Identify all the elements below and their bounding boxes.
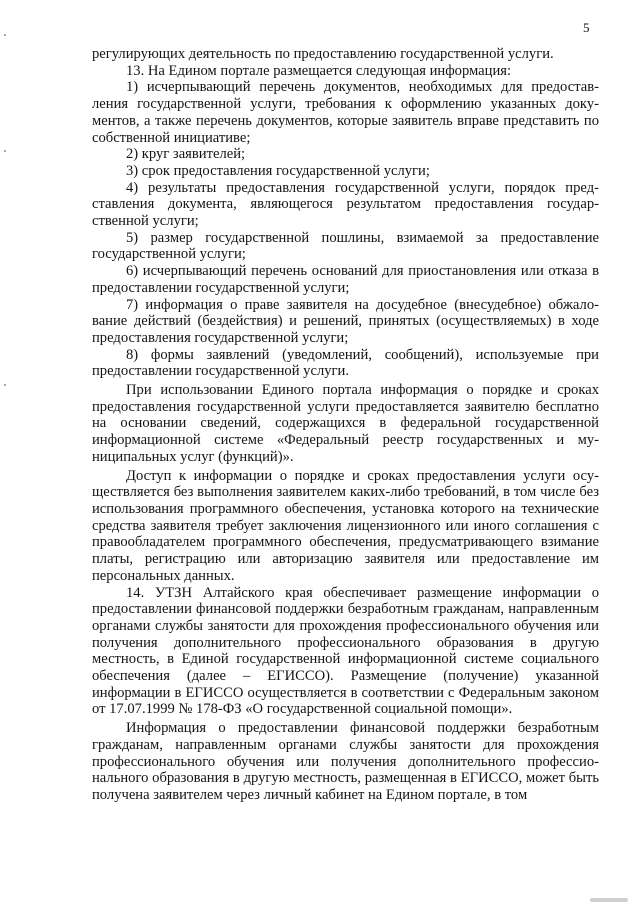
page-number: 5 xyxy=(583,20,590,35)
list-item-1: 1) исчерпывающий перечень документов, необходимых для предоставления государственной услуги, требования к оформлению указанных документов, а также перечень документов, которые заявитель вправе представить по собственной инициативе; xyxy=(92,79,599,146)
paragraph-access: Доступ к информации о порядке и сроках предоставления услуги осуществляется без выполнения заявителем каких-либо требований, в том числе без использования программного обеспечения, установка которого на технические средства заявителя требует заключения лицензионного или иного соглашения с правообладателем программного обеспечения, предусматривающего взимание платы, регистрацию или авторизацию заявителя или предоставление им персональных данных. xyxy=(92,467,599,584)
scan-smudge xyxy=(590,898,628,902)
list-item-7: 7) информация о праве заявителя на досудебное (внесудебное) обжалование действий (бездействия) и решений, принятых (осуществляемых) в ходе предоставления государственной услуги; xyxy=(92,296,599,346)
list-item-3: 3) срок предоставления государственной услуги; xyxy=(126,162,430,179)
list-item-4: 4) результаты предоставления государственной услуги, порядок представления документа, являющегося результатом предоставления государственной услуги; xyxy=(92,179,599,230)
list-item-5: 5) размер государственной пошлины, взимаемой за предоставление государственной услуги; xyxy=(92,229,599,263)
list-item-8: 8) формы заявлений (уведомлений, сообщений), используемые при предоставлении государственной услуги. xyxy=(92,346,599,380)
paragraph-portal-info: При использовании Единого портала информация о порядке и сроках предоставления государственной услуги предоставляется заявителю бесплатно на основании сведений, содержащихся в федеральной государственной информационной системе «Федеральный реестр государственных и муниципальных услуг (функций)». xyxy=(92,382,599,465)
paragraph-egisso-info: Информация о предоставлении финансовой поддержки безработным гражданам, направленным органами службы занятости для прохождения профессионального обучения или получения дополнительного профессионального образования в другую местность, размещенная в ЕГИССО, может быть получена заявителем через личный кабинет на Едином портале, в том xyxy=(92,720,599,803)
scan-speck xyxy=(4,150,6,152)
list-item-6: 6) исчерпывающий перечень оснований для приостановления или отказа в предоставлении государственной услуги; xyxy=(92,263,599,296)
document-body xyxy=(92,46,599,804)
paragraph-item-13: 13. На Едином портале размещается следующая информация: xyxy=(126,62,512,79)
scan-speck xyxy=(4,34,6,36)
scan-speck xyxy=(4,384,6,386)
list-item-2: 2) круг заявителей; xyxy=(126,146,246,163)
paragraph-item-14: 14. УТЗН Алтайского края обеспечивает размещение информации о предоставлении финансовой поддержки безработным гражданам, направленным органами службы занятости для прохождения профессионального обучения или получения дополнительного профессионального образования в другую местность, в Единой государственной информационной системе социального обеспечения (далее – ЕГИССО). Размещение (получение) указанной информации в ЕГИССО осуществляется в соответствии с Федеральным законом от 17.07.1999 № 178-ФЗ «О государственной социальной помощи». xyxy=(92,584,599,718)
paragraph-continuation: регулирующих деятельность по предоставлению государственной услуги. xyxy=(92,46,554,62)
